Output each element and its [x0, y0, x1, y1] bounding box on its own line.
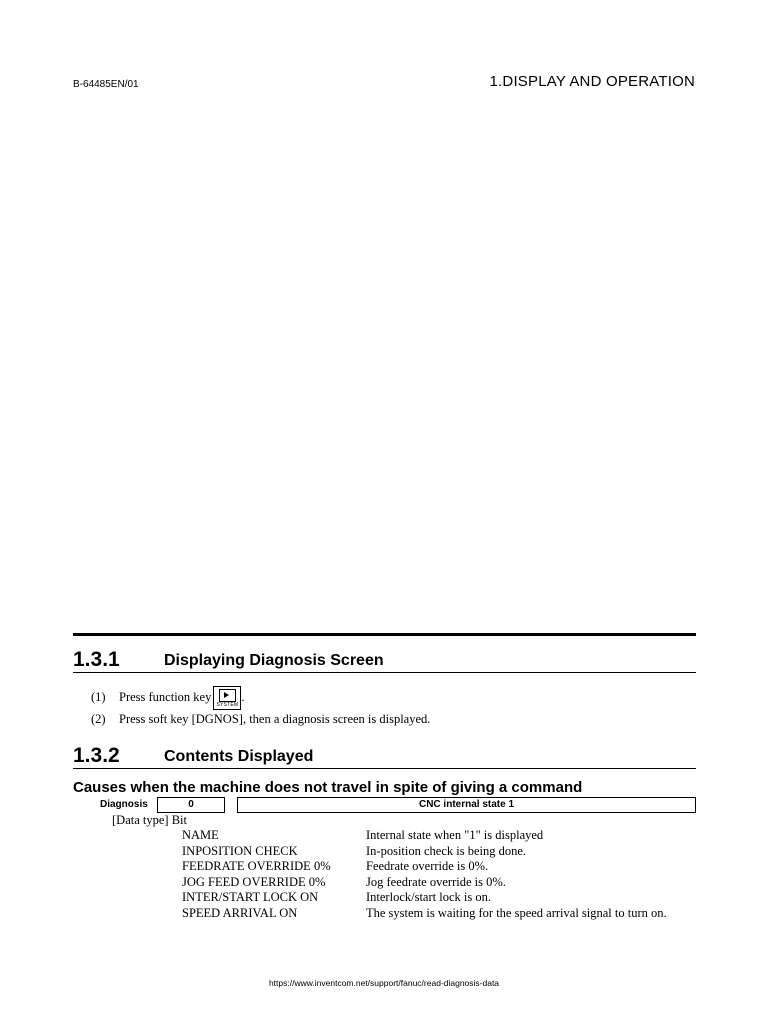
diagnosis-name: CNC internal state 1 — [237, 797, 696, 813]
diagnosis-label: Diagnosis — [100, 799, 148, 810]
row-name: SPEED ARRIVAL ON — [182, 905, 298, 920]
row-desc: Jog feedrate override is 0%. — [366, 874, 506, 889]
table-row — [182, 906, 696, 922]
section-divider — [73, 633, 696, 636]
section-title: Contents Displayed — [164, 748, 314, 765]
system-key-icon — [213, 686, 241, 710]
table-row — [182, 890, 696, 906]
row-name: INPOSITION CHECK — [182, 843, 298, 858]
chapter-title: 1.DISPLAY AND OPERATION — [489, 73, 695, 90]
step-1 — [91, 686, 244, 710]
step-number: (2) — [91, 712, 106, 726]
section-underline — [73, 672, 696, 673]
footer-url[interactable]: https://www.inventcom.net/support/fanuc/read-diagnosis-data — [268, 978, 500, 988]
causes-heading: Causes when the machine does not travel in spite of giving a command — [73, 779, 583, 796]
row-desc: In-position check is being done. — [366, 843, 527, 858]
row-name: FEEDRATE OVERRIDE 0% — [182, 859, 331, 873]
section-number: 1.3.2 — [73, 744, 120, 767]
row-name: INTER/START LOCK ON — [182, 890, 319, 904]
step-number: (1) — [91, 689, 106, 704]
step-text: Press soft key [DGNOS], then a diagnosis screen is displayed. — [119, 712, 431, 726]
step-text: Press function key — [119, 689, 212, 704]
row-desc: Feedrate override is 0%. — [366, 859, 489, 873]
row-desc: Interlock/start lock is on. — [366, 890, 491, 904]
table-row — [182, 859, 696, 875]
section-title: Displaying Diagnosis Screen — [164, 652, 384, 669]
row-name: JOG FEED OVERRIDE 0% — [182, 874, 326, 889]
row-desc: The system is waiting for the speed arrival signal to turn on. — [366, 905, 667, 920]
data-type: [Data type] Bit — [112, 813, 187, 827]
table-row — [182, 828, 696, 844]
diagnosis-number: 0 — [157, 797, 225, 813]
state-table — [182, 828, 696, 921]
step-2 — [91, 712, 430, 727]
system-key-label: SYSTEM — [216, 702, 239, 708]
table-row — [182, 844, 696, 860]
section-underline — [73, 768, 696, 769]
section-number: 1.3.1 — [73, 648, 120, 671]
document-id: B-64485EN/01 — [73, 79, 139, 90]
step-end: . — [241, 689, 245, 704]
row-name: NAME — [182, 828, 219, 842]
row-desc: Internal state when "1" is displayed — [366, 828, 544, 842]
table-row — [182, 875, 696, 891]
